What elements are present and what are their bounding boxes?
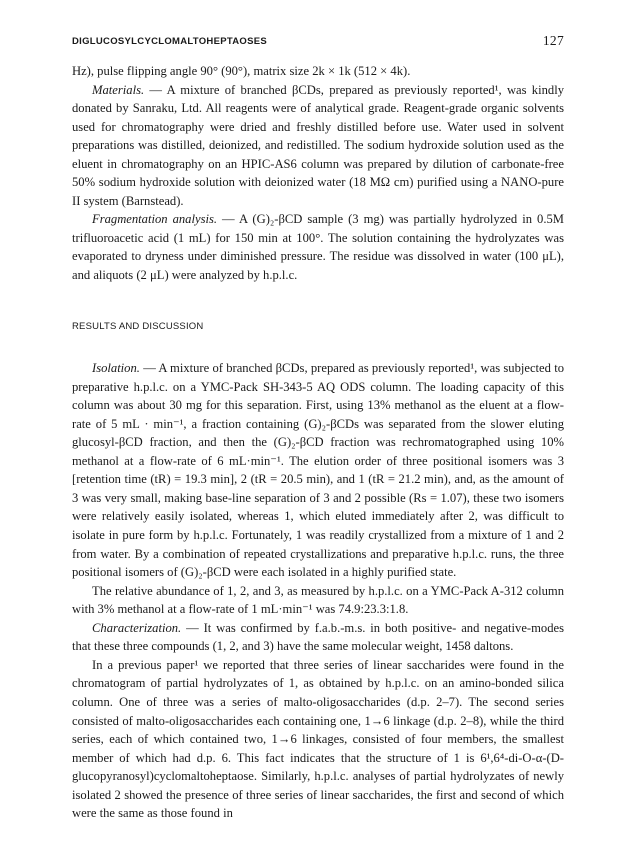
section-heading: RESULTS AND DISCUSSION [72,320,204,332]
paragraph-continuation: Hz), pulse flipping angle 90° (90°), matrix size 2k × 1k (512 × 4k). [72,64,411,78]
paragraph-previous-paper: In a previous paper¹ we reported that three series of linear saccharides were found in the chromatogram of partial hydrolyzates of 1, as obtained by h.p.l.c. on an amino-bonded silica column. One of three was a series of malto-oligosaccharides (d.p. 2–7). The second series consisted of malto-oligosaccharides each containing one, 1→6 linkage (d.p. 2–8), while the third series, each of which contained two, 1→6 linkages, consisted of four members, the smallest member of which had d.p. 6. This fact indicates that the structure of 1 is 6¹,6⁴-di-O-α-(D-glucopyranosyl)cyclomaltoheptaose. Similarly, h.p.l.c. analyses of partial hydrolyzates of newly isolated 2 showed the presence of three series of linear saccharides, the first and second of which were the same as those found in [72,657,564,821]
body-text [72,62,564,823]
running-title: DIGLUCOSYLCYCLOMALTOHEPTAOSES [72,36,268,47]
fragmentation-text: — A (G)₂-βCD sample (3 mg) was partially hydrolyzed in 0.5M trifluoroacetic acid (1 mL) for 150 min at 100°. The solution containing the hydrolyzates was evaporated to dryness under diminished pressure. The residue was dissolved in water (100 μL), and aliquots (2 μL) were analyzed by h.p.l.c. [72,212,564,283]
paragraph-materials [72,81,564,211]
paragraph-fragmentation [72,210,564,284]
fragmentation-heading: Fragmentation analysis. [92,212,218,227]
page-number: 127 [542,33,564,48]
isolation-heading: Isolation. [92,361,140,376]
paragraph-characterization [72,619,564,656]
materials-heading: Materials. [92,82,145,97]
characterization-heading: Characterization. [92,620,182,635]
isolation-text: — A mixture of branched βCDs, prepared as previously reported¹, was subjected to preparative h.p.l.c. on a YMC-Pack SH-343-5 AQ ODS column. The loading capacity of this column was about 30 mg for this separation. First, using 13% methanol as the eluent at a flow-rate of 5 mL · min⁻¹, a fraction containing (G)₂-βCDs was separated from the slower eluting glucosyl-βCD fraction, and then the (G)₂-βCD fraction was rechromatographed using 10% methanol at a flow-rate of 6 mL·min⁻¹. The elution order of three positional isomers was 3 [retention time (tR) = 19.3 min], 2 (tR = 20.5 min), and 1 (tR = 21.2 min), and, as the amount of 3 was very small, making base-line separation of 3 and 2 possible (Rs = 1.07), these two isomers were relatively easily isolated, whereas 1, which eluted immediately after 2, was difficult to isolate in pure form by h.p.l.c. Fortunately, 1 was readily crystallized from a mixture of 1 and 2 from water. By a combination of repeated crystallizations and preparative h.p.l.c. runs, the three positional isomers of (G)₂-βCD were each isolated in a highly purified state. [72,361,564,580]
paragraph-abundance: The relative abundance of 1, 2, and 3, as measured by h.p.l.c. on a YMC-Pack A-312 column with 3% methanol at a flow-rate of 1 mL·min⁻¹ was 74.9:23.3:1.8. [72,583,564,617]
materials-text: — A mixture of branched βCDs, prepared as previously reported¹, was kindly donated by Sanraku, Ltd. All reagents were of analytical grade. Reagent-grade organic solvents used for chromatography were dried and freshly distilled before use. Water used in solvent preparations was distilled, deionized, and redistilled. The sodium hydroxide solution used as the eluent in chromatography on an HPIC-AS6 column was prepared by dilution of carbonate-free 50% sodium hydroxide solution with deionized water (18 MΩ cm) purified using a NANO-pure II system (Barnstead). [72,82,564,208]
paragraph-isolation [72,359,564,582]
characterization-text: — It was confirmed by f.a.b.-m.s. in both positive- and negative-modes that these three compounds (1, 2, and 3) have the same molecular weight, 1458 daltons. [72,620,564,654]
